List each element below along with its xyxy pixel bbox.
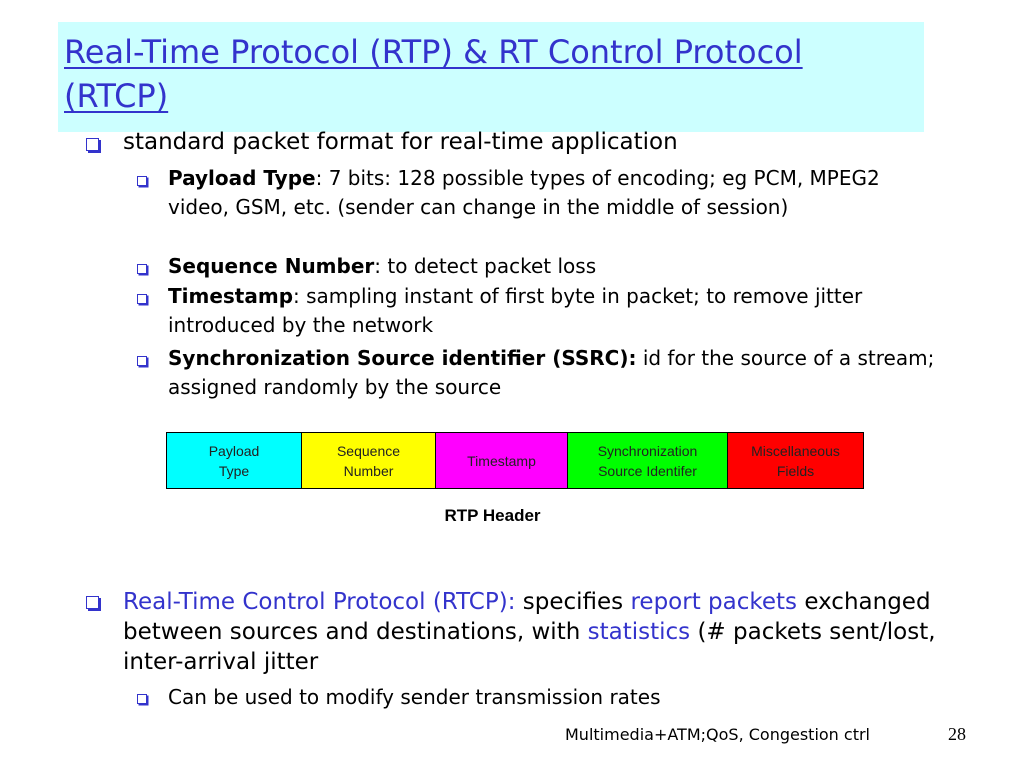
bullet-icon (137, 694, 147, 704)
field-line: Sequence (336, 442, 401, 459)
field-line: Number (343, 462, 394, 479)
sequence-number-text: : to detect packet loss (374, 254, 597, 278)
payload-type-term: Payload Type (168, 166, 316, 190)
bullet-icon (137, 264, 147, 274)
header-field-ssrc (568, 433, 728, 488)
header-field-timestamp (436, 433, 568, 488)
bullet-ssrc (168, 344, 948, 402)
field-line: Miscellaneous (751, 442, 840, 459)
bullet-rtcp (123, 587, 943, 677)
bullet-icon (86, 596, 99, 609)
rtcp-report-packets: report packets (630, 589, 798, 615)
field-line: Payload (208, 442, 260, 459)
header-field-payload-type (167, 433, 302, 488)
rtcp-text: exchanged between sources and destinations, with (123, 589, 931, 645)
rtp-header-caption: RTP Header (444, 506, 541, 525)
bullet-standard-packet: standard packet format for real-time application (123, 129, 678, 155)
ssrc-text: id for the source of a stream; assigned randomly by the source (168, 346, 935, 399)
field-line: Fields (776, 462, 815, 479)
field-line: Synchronization (597, 442, 698, 459)
bullet-payload-type (168, 164, 938, 222)
bullet-icon (137, 176, 147, 186)
field-line: Type (218, 462, 250, 479)
rtp-header-diagram (166, 432, 864, 489)
rtcp-term: Real-Time Control Protocol (RTCP): (123, 589, 516, 615)
header-field-sequence-number (302, 433, 436, 488)
payload-type-text: : 7 bits: 128 possible types of encoding; eg PCM, MPEG2 video, GSM, etc. (sender can change in the middle of session) (168, 166, 880, 219)
rtcp-text: (# packets sent/lost, inter-arrival jitter (123, 619, 936, 675)
bullet-timestamp (168, 282, 938, 340)
ssrc-term: Synchronization Source identifier (SSRC): (168, 346, 637, 370)
bullet-icon (137, 356, 147, 366)
sequence-number-term: Sequence Number (168, 254, 375, 278)
bullet-sequence-number (168, 252, 938, 281)
page-number: 28 (948, 724, 966, 744)
header-field-misc (728, 433, 863, 488)
bullet-icon (137, 294, 147, 304)
rtcp-text: specifies (515, 589, 631, 615)
rtcp-statistics: statistics (587, 619, 691, 645)
timestamp-term: Timestamp (168, 284, 294, 308)
slide-footer: Multimedia+ATM;QoS, Congestion ctrl (565, 725, 870, 744)
field-line: Timestamp (467, 452, 536, 469)
bullet-icon (86, 138, 99, 151)
bullet-modify-rates: Can be used to modify sender transmission rates (168, 685, 661, 709)
slide-title: Real-Time Protocol (RTP) & RT Control Protocol (RTCP) (64, 33, 803, 115)
timestamp-text: : sampling instant of first byte in packet; to remove jitter introduced by the network (168, 284, 863, 337)
field-line: Source Identifer (598, 462, 697, 479)
